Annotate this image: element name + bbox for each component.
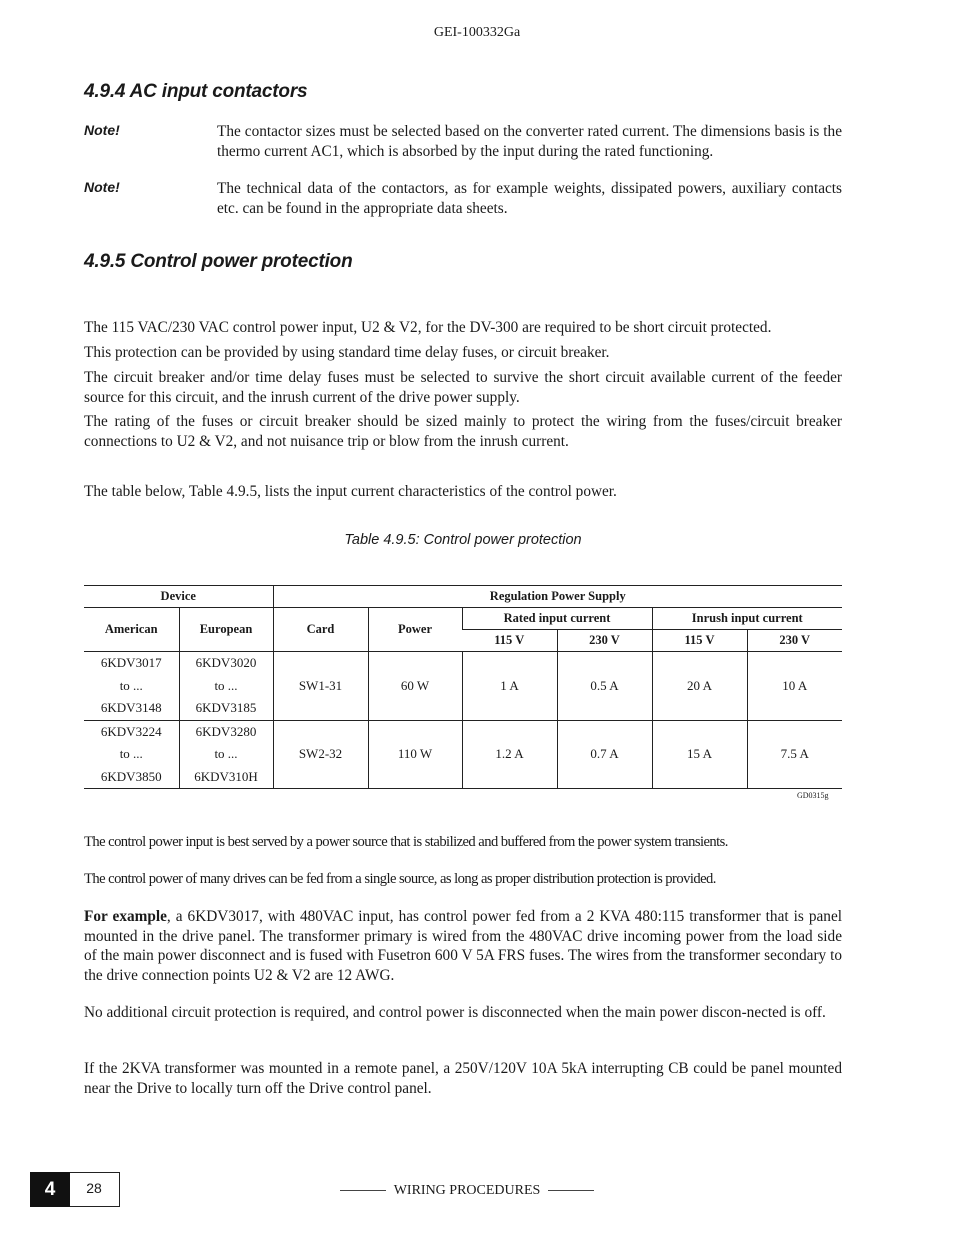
american-models [84,652,179,721]
power-header: Power [368,608,462,652]
chapter-number: 4 [30,1172,70,1207]
note-text: The technical data of the contactors, as for example weights, dissipated powers, auxiliary contacts etc. can be found in the appropriate data sheets. [217,180,842,217]
footer-title [0,1183,934,1199]
inrush-230v-cell: 10 A [747,652,842,721]
paragraph: The rating of the fuses or circuit breaker should be sized mainly to protect the wiring from the fuses/circuit breaker connections to U2 & V2, and not nuisance trip or blow from the inrush current. [84,413,842,450]
footer-rule [340,1190,386,1191]
power-cell: 60 W [368,652,462,721]
rated-115v-cell: 1 A [462,652,557,721]
footer-title-text: WIRING PROCEDURES [393,1183,541,1198]
model-start: 6KDV3280 [195,723,257,739]
model-range: to ... [214,677,238,693]
card-cell: SW1-31 [273,652,368,721]
regulation-header: Regulation Power Supply [273,586,842,608]
card-header: Card [273,608,368,652]
rated-115v-header: 115 V [462,630,557,652]
american-header: American [84,608,179,652]
rated-230v-header: 230 V [557,630,652,652]
model-end: 6KDV3850 [100,768,162,784]
paragraph: The table below, Table 4.9.5, lists the input current characteristics of the control power. [84,483,617,500]
model-end: 6KDV3148 [100,700,162,715]
document-id: GEI-100332Ga [433,25,521,40]
european-models [179,652,273,721]
model-end: 6KDV3185 [195,700,257,715]
inrush-230v-cell: 7.5 A [747,720,842,789]
paragraph: If the 2KVA transformer was mounted in a remote panel, a 250V/120V 10A 5kA interrupting CB could be panel mounted near the Drive to locally turn off the Drive control panel. [84,1060,842,1097]
note-text: The contactor sizes must be selected based on the converter rated current. The dimensions basis is the thermo current AC1, which is absorbed by the input during the rated functioning. [217,123,842,160]
american-models [84,720,179,789]
inrush-230v-header: 230 V [747,630,842,652]
model-start: 6KDV3020 [195,655,257,670]
example-paragraph [84,907,842,985]
paragraph: The 115 VAC/230 VAC control power input, U2 & V2, for the DV-300 are required to be short circuit protected. [84,319,772,336]
model-range: to ... [119,677,143,693]
note-label: Note! [84,179,120,195]
rated-115v-cell: 1.2 A [462,720,557,789]
paragraph: The control power of many drives can be fed from a single source, as long as proper distribution protection is provided. [84,871,716,887]
control-power-table [84,585,842,789]
inrush-115v-cell: 15 A [652,720,747,789]
card-cell: SW2-32 [273,720,368,789]
device-header: Device [84,586,273,608]
example-text: , a 6KDV3017, with 480VAC input, has control power fed from a 2 KVA 480:115 transformer that is panel mounted in the drive panel. The transformer primary is wired from the 480VAC drive incoming power from the load side of the main power disconnect and is fused with Fusetron 600 V 5A FRS fuses. The wires from the transformer secondary to the drive connection points U2 & V2 are 12 AWG. [84,908,842,984]
power-cell: 110 W [368,720,462,789]
european-header: European [179,608,273,652]
model-range: to ... [214,746,238,761]
rated-230v-cell: 0.7 A [557,720,652,789]
paragraph: This protection can be provided by using standard time delay fuses, or circuit breaker. [84,344,610,361]
rated-230v-cell: 0.5 A [557,652,652,721]
table-row [84,720,842,789]
table-caption: Table 4.9.5: Control power protection [344,532,582,548]
rated-current-header: Rated input current [462,608,652,630]
figure-reference-code: GD0315g [797,791,829,800]
page-number: 28 [86,1180,102,1196]
section-title-ac-input-contactors: 4.9.4 AC input contactors [84,81,308,102]
model-start: 6KDV3224 [100,723,162,739]
section-title-control-power-protection: 4.9.5 Control power protection [84,251,353,272]
example-lead: For example [84,908,167,925]
paragraph: No additional circuit protection is required, and control power is disconnected when the main power discon-nected is off. [84,1004,826,1021]
inrush-115v-header: 115 V [652,630,747,652]
footer-rule [548,1190,594,1191]
paragraph: The circuit breaker and/or time delay fuses must be selected to survive the short circuit available current of the feeder source for this circuit, and the inrush current of the drive power supply. [84,369,842,406]
paragraph: The control power input is best served by a power source that is stabilized and buffered from the power system transients. [84,834,728,850]
model-end: 6KDV310H [194,768,258,784]
inrush-current-header: Inrush input current [652,608,842,630]
table-row [84,652,842,721]
model-range: to ... [119,746,143,761]
model-start: 6KDV3017 [100,655,162,670]
european-models [179,720,273,789]
note-label: Note! [84,122,120,138]
inrush-115v-cell: 20 A [652,652,747,721]
